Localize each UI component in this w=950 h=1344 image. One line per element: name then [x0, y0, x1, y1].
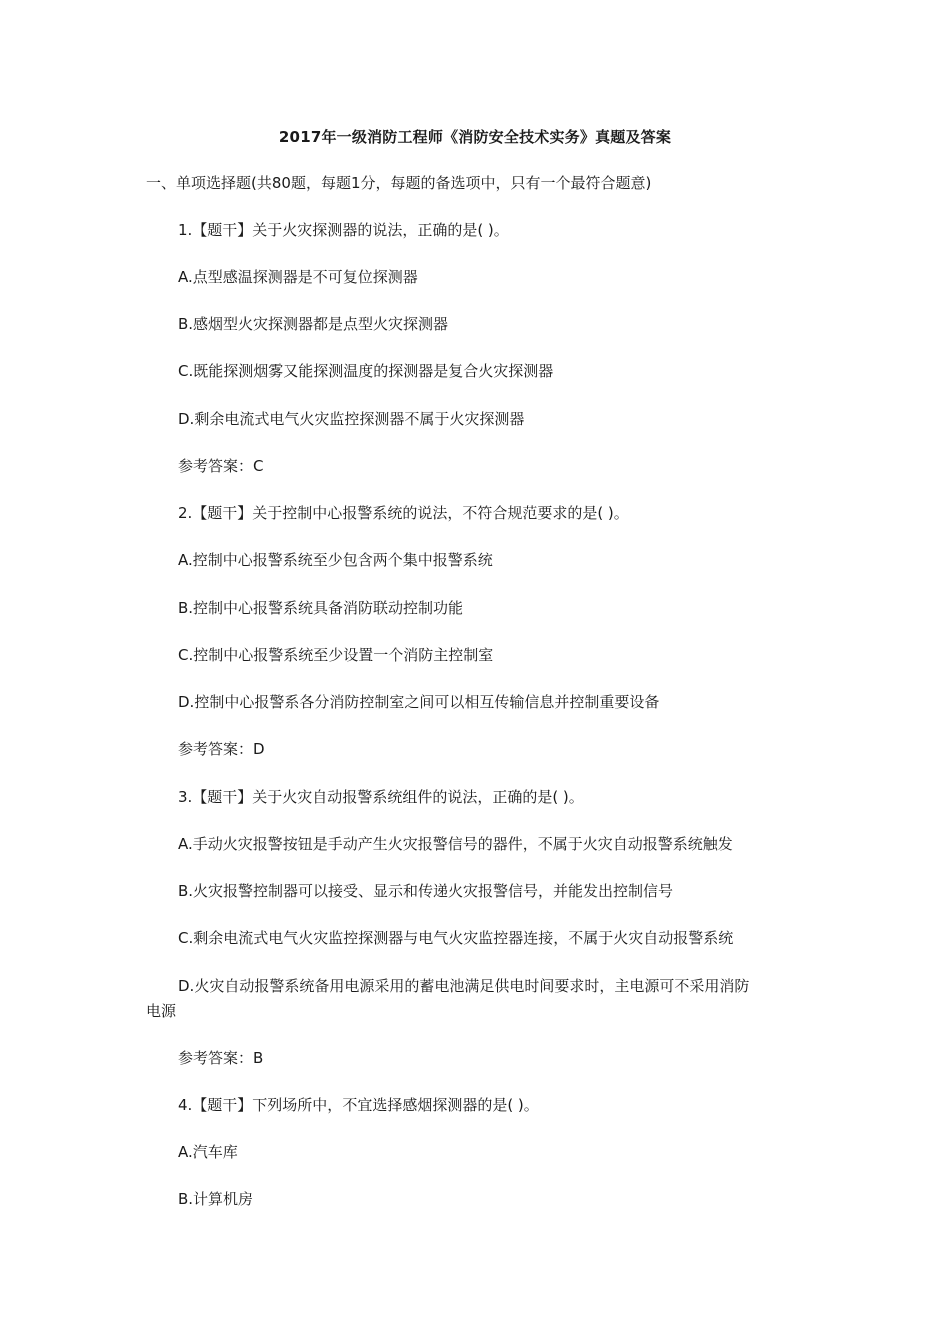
question-1-answer: 参考答案：C [178, 457, 264, 475]
question-2-option-d: D.控制中心报警系各分消防控制室之间可以相互传输信息并控制重要设备 [178, 693, 660, 711]
question-2-option-c: C.控制中心报警系统至少设置一个消防主控制室 [178, 646, 494, 664]
question-4-option-b: B.计算机房 [178, 1190, 254, 1208]
question-2-stem: 2.【题干】关于控制中心报警系统的说法，不符合规范要求的是( )。 [178, 504, 629, 522]
document-title: 2017年一级消防工程师《消防安全技术实务》真题及答案 [278, 128, 672, 146]
question-2-option-b: B.控制中心报警系统具备消防联动控制功能 [178, 599, 464, 617]
section-heading: 一、单项选择题(共80题，每题1分，每题的备选项中，只有一个最符合题意) [146, 174, 652, 192]
question-3-option-c: C.剩余电流式电气火灾监控探测器与电气火灾监控器连接，不属于火灾自动报警系统 [178, 929, 734, 947]
question-3-option-b: B.火灾报警控制器可以接受、显示和传递火灾报警信号，并能发出控制信号 [178, 882, 674, 900]
question-3-option-d-continuation: 电源 [146, 1002, 177, 1020]
question-1-option-c: C.既能探测烟雾又能探测温度的探测器是复合火灾探测器 [178, 362, 554, 380]
question-4-stem: 4.【题干】下列场所中，不宜选择感烟探测器的是( )。 [178, 1096, 539, 1114]
question-3-stem: 3.【题干】关于火灾自动报警系统组件的说法，正确的是( )。 [178, 788, 584, 806]
question-1-option-d: D.剩余电流式电气火灾监控探测器不属于火灾探测器 [178, 410, 525, 428]
question-1-option-b: B.感烟型火灾探测器都是点型火灾探测器 [178, 315, 449, 333]
question-3-option-a: A.手动火灾报警按钮是手动产生火灾报警信号的器件，不属于火灾自动报警系统触发 [178, 835, 733, 853]
question-3-option-d: D.火灾自动报警系统备用电源采用的蓄电池满足供电时间要求时，主电源可不采用消防 [178, 977, 750, 995]
question-2-answer: 参考答案：D [178, 740, 265, 758]
question-1-stem: 1.【题干】关于火灾探测器的说法，正确的是( )。 [178, 221, 509, 239]
question-3-answer: 参考答案：B [178, 1049, 264, 1067]
question-2-option-a: A.控制中心报警系统至少包含两个集中报警系统 [178, 551, 493, 569]
question-1-option-a: A.点型感温探测器是不可复位探测器 [178, 268, 418, 286]
question-4-option-a: A.汽车库 [178, 1143, 238, 1161]
